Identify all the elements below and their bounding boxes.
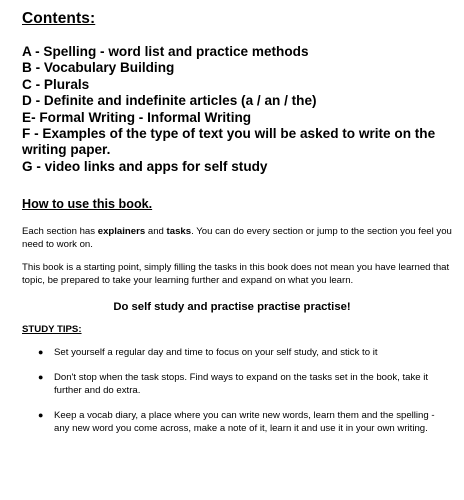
contents-item-b: B - Vocabulary Building	[22, 60, 175, 76]
intro-text-end: . You can do every section or jump to the section you feel you need to work on.	[22, 226, 452, 251]
contents-item-e: E- Formal Writing - Informal Writing	[22, 109, 252, 125]
starting-point-paragraph: This book is a starting point, simply filling the tasks in this book does not mean you have learned that topic, be prepared to take your learning further and expand on what you learn.	[22, 262, 450, 287]
contents-heading: Contents:	[22, 10, 96, 27]
study-tip-text: Keep a vocab diary, a place where you can write new words, learn them and the spelling - any new word you come across, make a note of it, learn it and use it in your own writing.	[54, 410, 435, 435]
study-tip-item	[38, 409, 456, 435]
bullet-icon: ●	[38, 347, 44, 358]
explainers-term: explainers	[97, 226, 146, 238]
bullet-icon: ●	[38, 410, 44, 421]
practise-emphasis: Do self study and practise practise practise!	[113, 301, 351, 314]
how-to-heading: How to use this book.	[22, 197, 153, 212]
study-tip-text: Set yourself a regular day and time to focus on your self study, and stick to it	[54, 347, 378, 359]
study-tip-item	[38, 346, 456, 359]
intro-text-mid: and	[145, 226, 167, 238]
study-tips-heading: STUDY TIPS:	[22, 324, 82, 336]
intro-paragraph	[22, 225, 456, 251]
intro-text-start: Each section has	[22, 226, 98, 238]
bullet-icon: ●	[38, 372, 44, 383]
contents-item-a: A - Spelling - word list and practice methods	[22, 44, 309, 59]
contents-item-d: D - Definite and indefinite articles (a / an / the)	[22, 93, 317, 109]
study-tip-item	[38, 371, 456, 397]
contents-item-f: F - Examples of the type of text you will be asked to write on the writing paper.	[22, 126, 436, 158]
contents-list	[22, 44, 456, 175]
contents-item-g: G - video links and apps for self study	[22, 158, 268, 174]
study-tip-text: Don't stop when the task stops. Find ways to expand on the tasks set in the book, take it further and do extra.	[54, 372, 429, 397]
contents-item-c: C - Plurals	[22, 76, 90, 92]
study-tips-list	[22, 346, 456, 435]
tasks-term: tasks	[166, 226, 192, 238]
